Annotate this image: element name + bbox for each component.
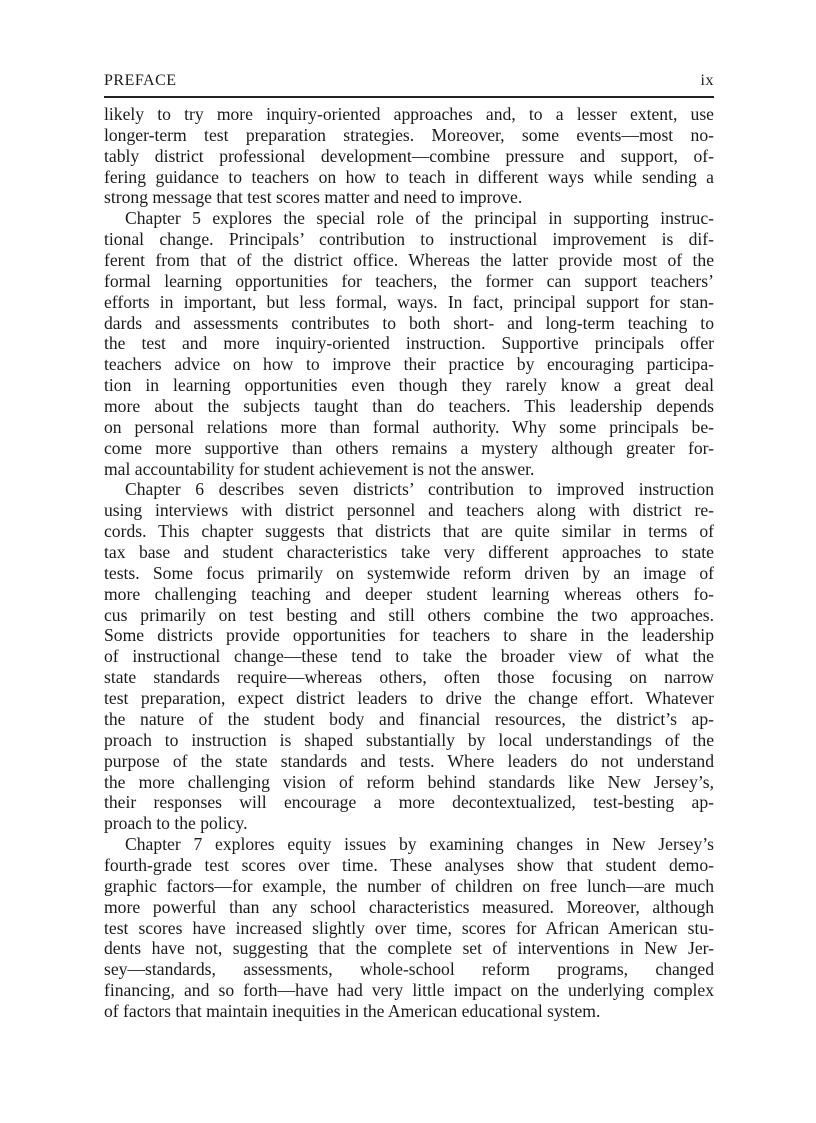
text-line: their responses will encourage a more decontextualized, test-besting ap- [104,792,714,813]
text-line: mal accountability for student achievement is not the answer. [104,458,535,479]
text-line: on personal relations more than formal authority. Why some principals be- [104,416,714,437]
paragraph [104,104,714,208]
text-line: sey—standards, assessments, whole-school reform programs, changed [104,959,714,980]
text-line: more about the subjects taught than do teachers. This leadership depends [104,396,714,417]
text-line: fourth-grade test scores over time. These analyses show that student demo- [104,854,714,875]
text-line: tests. Some focus primarily on systemwide reform driven by an image of [104,562,714,583]
text-line: tional change. Principals’ contribution to instructional improvement is dif- [104,229,714,250]
text-line: more challenging teaching and deeper student learning whereas others fo- [104,583,714,604]
text-line: purpose of the state standards and tests. Where leaders do not understand [104,750,714,771]
text-line: cords. This chapter suggests that districts that are quite similar in terms of [104,521,714,542]
text-line: fering guidance to teachers on how to teach in different ways while sending a [104,166,714,187]
text-line: Chapter 5 explores the special role of the principal in supporting instruc- [125,208,714,229]
text-line: test scores have increased slightly over time, scores for African American stu- [104,917,714,938]
text-line: graphic factors—for example, the number of children on free lunch—are much [104,875,714,896]
text-line: dents have not, suggesting that the complete set of interventions in New Jer- [104,938,714,959]
page-number: ix [700,72,714,89]
text-line: financing, and so forth—have had very little impact on the underlying complex [104,980,714,1001]
text-line: state standards require—whereas others, often those focusing on narrow [104,667,714,688]
text-line: come more supportive than others remains a mystery although greater for- [104,437,714,458]
text-line: teachers advice on how to improve their practice by encouraging participa- [104,354,714,375]
body-text [104,104,714,1022]
text-line: Some districts provide opportunities for teachers to share in the leadership [104,625,714,646]
text-line: of instructional change—these tend to take the broader view of what the [104,646,714,667]
text-line: ferent from that of the district office. Whereas the latter provide most of the [104,250,714,271]
text-line: dards and assessments contributes to both short- and long-term teaching to [104,312,714,333]
text-line: Chapter 7 explores equity issues by examining changes in New Jersey’s [125,834,714,855]
text-line: Chapter 6 describes seven districts’ contribution to improved instruction [125,479,714,500]
text-line: tion in learning opportunities even though they rarely know a great deal [104,375,714,396]
text-line: the nature of the student body and financial resources, the district’s ap- [104,708,714,729]
text-line: using interviews with district personnel and teachers along with district re- [104,500,714,521]
text-line: formal learning opportunities for teachers, the former can support teachers’ [104,270,714,291]
text-line: cus primarily on test besting and still others combine the two approaches. [104,604,714,625]
text-line: longer-term test preparation strategies. Moreover, some events—most no- [104,124,714,145]
header-rule [104,96,714,98]
paragraph [104,208,714,479]
text-line: tably district professional development—combine pressure and support, of- [104,145,714,166]
paragraph [104,834,714,1022]
text-line: proach to the policy. [104,813,248,834]
text-line: of factors that maintain inequities in the American educational system. [104,1000,601,1021]
text-line: the more challenging vision of reform behind standards like New Jersey’s, [104,771,714,792]
running-header-title: PREFACE [104,72,177,89]
running-header [104,72,714,94]
paragraph [104,479,714,834]
text-line: test preparation, expect district leaders to drive the change effort. Whatever [104,688,714,709]
text-line: strong message that test scores matter and need to improve. [104,187,523,208]
text-line: tax base and student characteristics take very different approaches to state [104,542,714,563]
text-line: proach to instruction is shaped substantially by local understandings of the [104,729,714,750]
text-line: the test and more inquiry-oriented instruction. Supportive principals offer [104,333,714,354]
text-line: likely to try more inquiry-oriented approaches and, to a lesser extent, use [104,104,714,124]
text-line: more powerful than any school characteristics measured. Moreover, although [104,896,714,917]
text-line: efforts in important, but less formal, ways. In fact, principal support for stan- [104,291,714,312]
